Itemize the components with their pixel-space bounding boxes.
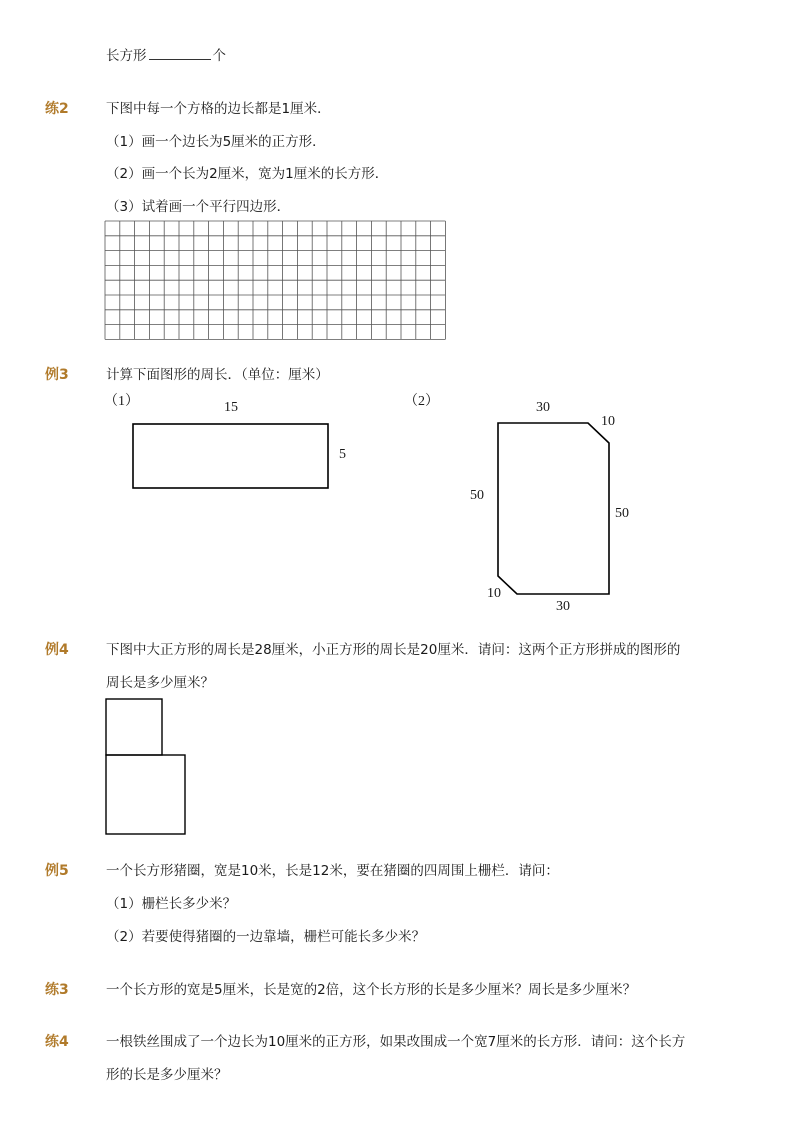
lian2-intro: 下图中每一个方格的边长都是1厘米． [106,101,331,117]
square-grid[interactable] [104,220,448,340]
fig2-top: 30 [536,400,550,415]
lian3-text: 一个长方形的宽是5厘米，长是宽的2倍，这个长方形的长是多少厘米？周长是多少厘米？ [106,982,637,998]
li4-line-2: 周长是多少厘米？ [106,675,214,691]
li4-label: 例4 [45,642,69,658]
li5-label: 例5 [45,863,69,879]
top-suffix: 个 [212,48,226,64]
top-prefix: 长方形 [106,48,147,64]
answer-blank[interactable] [149,47,211,60]
top-line [106,47,226,65]
lian2-item-2: （2）画一个长为2厘米，宽为1厘米的长方形． [106,166,389,182]
two-squares-figure [104,697,188,837]
li3-intro: 计算下面图形的周长．（单位：厘米） [106,367,329,383]
lian2-item-3: （3）试着画一个平行四边形． [106,199,291,215]
lian2-item-1: （1）画一个边长为5厘米的正方形． [106,134,326,150]
small-square [106,699,162,755]
lian4-line-2: 形的长是多少厘米？ [106,1067,228,1083]
li3-label: 例3 [45,367,69,383]
rectangle-shape [133,424,328,488]
cut-corner-shape [498,423,609,594]
lian3-label: 练3 [45,982,69,998]
fig1-length: 15 [224,400,238,415]
li4-line-1: 下图中大正方形的周长是28厘米，小正方形的周长是20厘米．请问：这两个正方形拼成的图形的 [106,642,681,658]
lian4-line-1: 一根铁丝围成了一个边长为10厘米的正方形，如果改围成一个宽7厘米的长方形．请问：这个长方 [106,1034,686,1050]
fig2-bottom: 30 [556,599,570,614]
lian4-label: 练4 [45,1034,69,1050]
lian2-label: 练2 [45,101,69,117]
fig1-width: 5 [339,447,346,462]
fig2-corner-top: 10 [601,414,615,429]
large-square [106,755,185,834]
fig2-tag: （2） [404,394,439,409]
fig2-right: 50 [615,506,629,521]
li5-item-2: （2）若要使得猪圈的一边靠墙，栅栏可能长多少米？ [106,929,426,945]
fig1-tag: （1） [104,394,139,409]
rectangle-figure [130,420,332,492]
li5-item-1: （1）栅栏长多少米？ [106,896,237,912]
fig2-left: 50 [470,488,484,503]
li5-intro: 一个长方形猪圈，宽是10米，长是12米，要在猪圈的四周围上栅栏．请问： [106,863,559,879]
cut-corner-figure [490,416,620,601]
fig2-corner-bottom: 10 [487,586,501,601]
